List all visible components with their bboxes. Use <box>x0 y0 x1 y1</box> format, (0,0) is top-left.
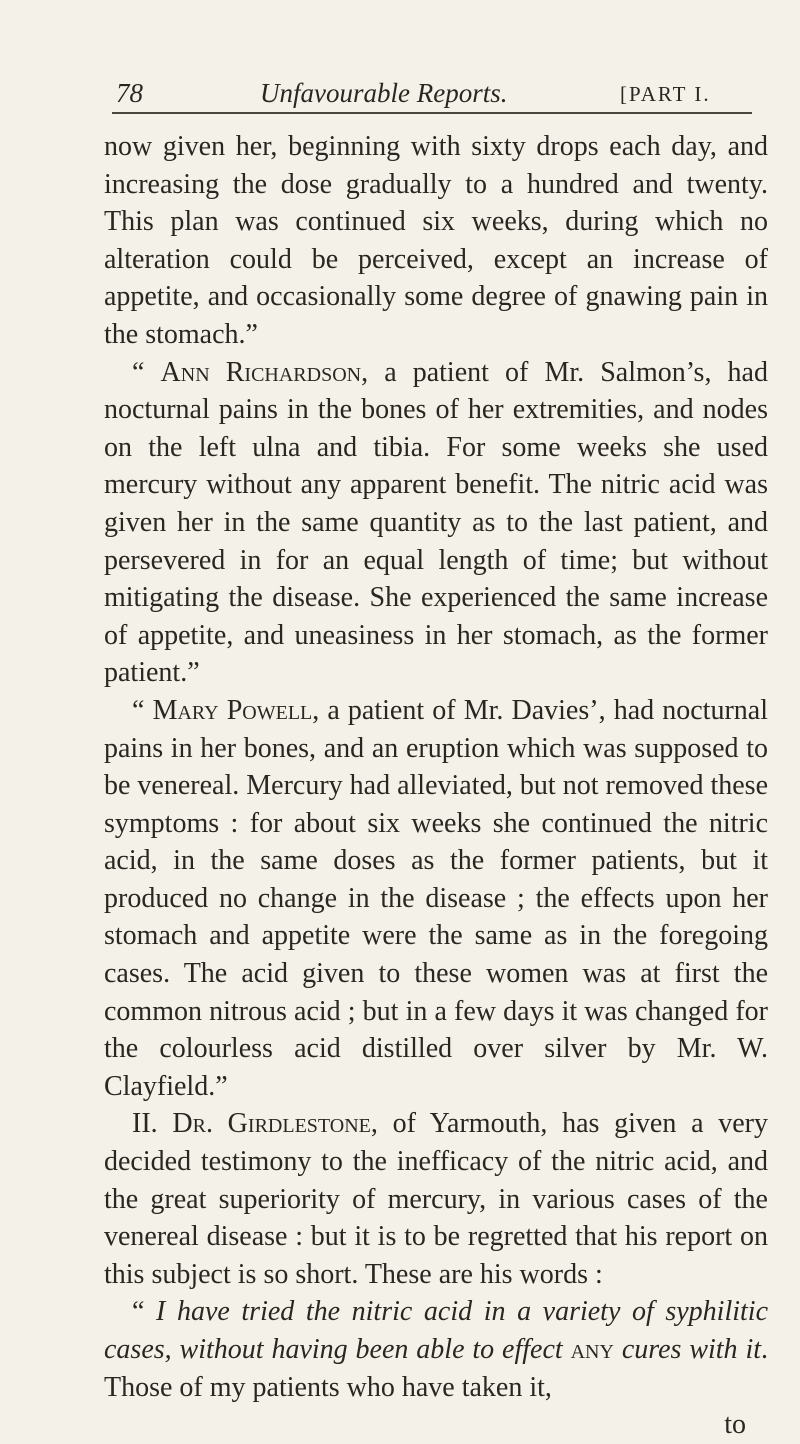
paragraph-text: , of Yarmouth, has given a very decided testimony to the inefficacy of the nitric acid, and the great superiority of mercury, in various cases of the venereal disease : but it is to be regretted that his report on this subject is so short. These are his words : <box>104 1108 768 1290</box>
paragraph-richardson <box>104 354 768 692</box>
paragraph-text: . Those of my patients who have taken it, <box>104 1334 768 1403</box>
physician-name: Dr. Girdlestone <box>172 1108 371 1140</box>
body-text <box>104 128 768 1444</box>
header-rule <box>112 112 752 114</box>
paragraph-continuation <box>104 128 768 354</box>
part-label: [PART I. <box>620 82 711 106</box>
running-title: Unfavourable Reports. <box>260 78 508 108</box>
running-header <box>112 72 752 108</box>
open-quote: “ <box>132 356 161 388</box>
catchword: to <box>724 1409 746 1441</box>
paragraph-text: , a patient of Mr. Davies’, had nocturnal pains in her bones, and an eruption which was supposed to be venereal. Mercury had alleviated, but not removed these symptoms : for about six weeks she continued the nitric acid, in the same doses as the former patients, but it produced no change in the disease ; the effects upon her stomach and appetite were the same as in the foregoing cases. The acid given to these women was at first the common nitrous acid ; but in a few days it was changed for the colourless acid distilled over silver by Mr. W. Clayfield.” <box>104 694 768 1102</box>
quotation-emphasis: any <box>570 1334 614 1365</box>
section-numeral: II. <box>132 1108 173 1140</box>
patient-name: Mary Powell <box>152 694 313 726</box>
page-number: 78 <box>116 78 143 108</box>
quotation-italic: I have tried the nitric acid in a variety of syphilitic cases, without having been able to effect <box>104 1296 768 1365</box>
paragraph-girdlestone <box>104 1105 768 1293</box>
paragraph-text: , a patient of Mr. Salmon’s, had nocturnal pains in the bones of her extremities, and nodes on the left ulna and tibia. For some weeks she used mercury without any apparent benefit. The nitric acid was given her in the same quantity as to the last patient, and persevered in for an equal length of time; but without mitigating the disease. She experienced the same increase of appetite, and uneasiness in her stomach, as the former patient.” <box>104 356 768 689</box>
paragraph-text: now given her, beginning with sixty drops each day, and increasing the dose gradually to a hundred and twenty. This plan was continued six weeks, during which no alteration could be perceived, except an increase of appetite, and occasionally some degree of gnawing pain in the stomach.” <box>104 131 768 350</box>
paragraph-powell <box>104 692 768 1106</box>
open-quote: “ <box>132 694 153 726</box>
patient-name: Ann Richardson <box>160 356 362 388</box>
open-quote: “ <box>132 1296 157 1328</box>
quotation-italic: cures with it <box>613 1334 761 1365</box>
paragraph-quotation <box>104 1293 768 1406</box>
